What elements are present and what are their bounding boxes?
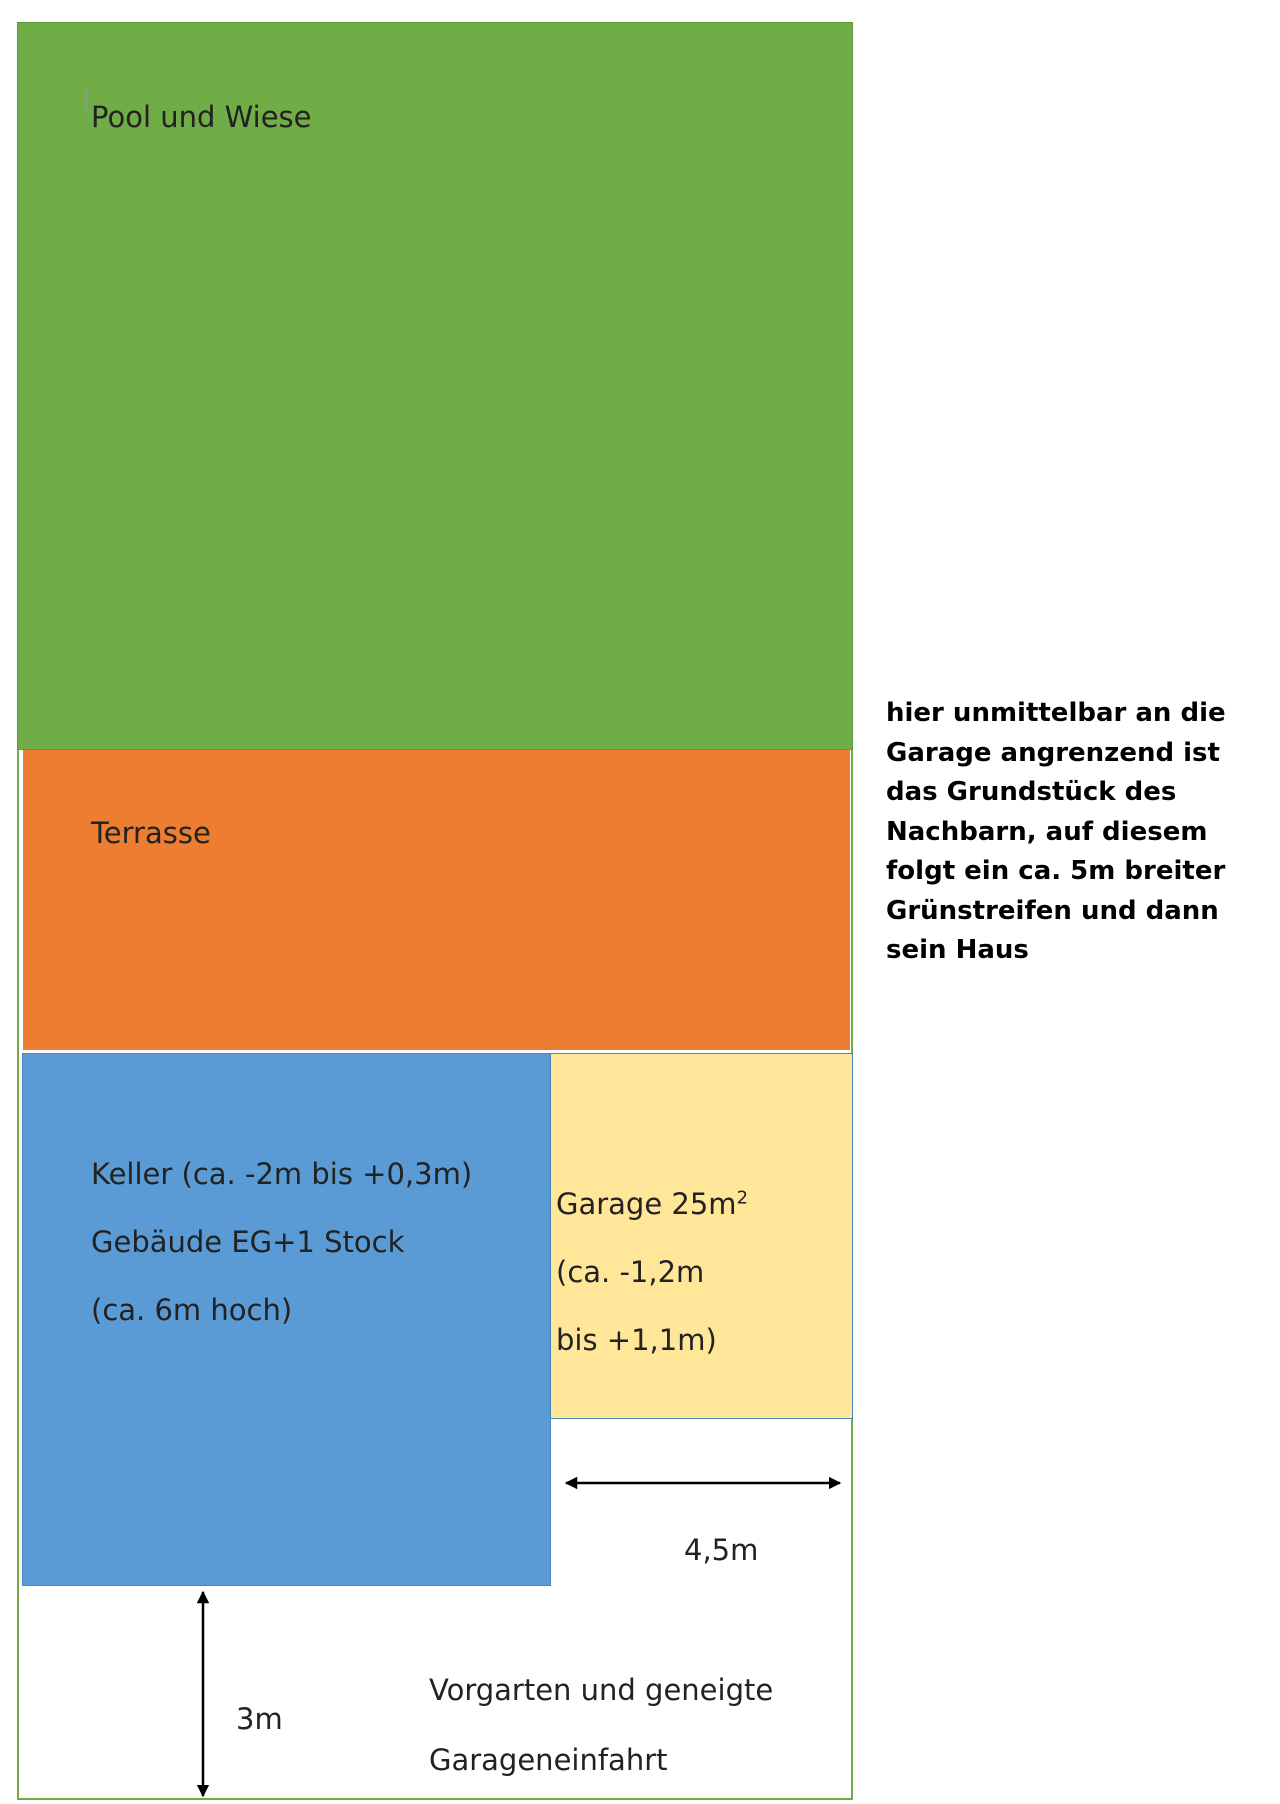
neighbor-note-line-2: Garage angrenzend ist [886, 737, 1220, 768]
house-label-line-1: Keller (ca. -2m bis +0,3m) [91, 1157, 473, 1191]
neighbor-note-line-5: folgt ein ca. 5m breiter [886, 856, 1226, 886]
garage-label-line-3: bis +1,1m) [556, 1323, 717, 1357]
neighbor-note-line-7: sein Haus [886, 935, 1029, 965]
front-yard-label-line-1: Vorgarten und geneigte [429, 1673, 774, 1707]
house-label-line-2: Gebäude EG+1 Stock [91, 1225, 405, 1259]
garage-title-text: Garage 25m [556, 1187, 737, 1221]
house-label-line-3: (ca. 6m hoch) [91, 1293, 293, 1327]
pool-lawn-label: Pool und Wiese [91, 100, 312, 134]
neighbor-note-line-1: hier unmittelbar an die [886, 698, 1226, 728]
neighbor-note-line-3: das Grundstück des [886, 777, 1177, 807]
neighbor-note-line-4: Nachbarn, auf diesem [886, 816, 1208, 847]
front-depth-label: 3m [236, 1702, 283, 1736]
garage-title-sup: 2 [736, 1187, 749, 1209]
terrace-label: Terrasse [91, 816, 211, 850]
neighbor-note-line-6: Grünstreifen und dann [886, 895, 1219, 926]
front-yard-label-line-2: Garageneinfahrt [429, 1743, 668, 1777]
garage-label-line-2: (ca. -1,2m [556, 1255, 705, 1289]
garage-width-label: 4,5m [684, 1533, 759, 1567]
